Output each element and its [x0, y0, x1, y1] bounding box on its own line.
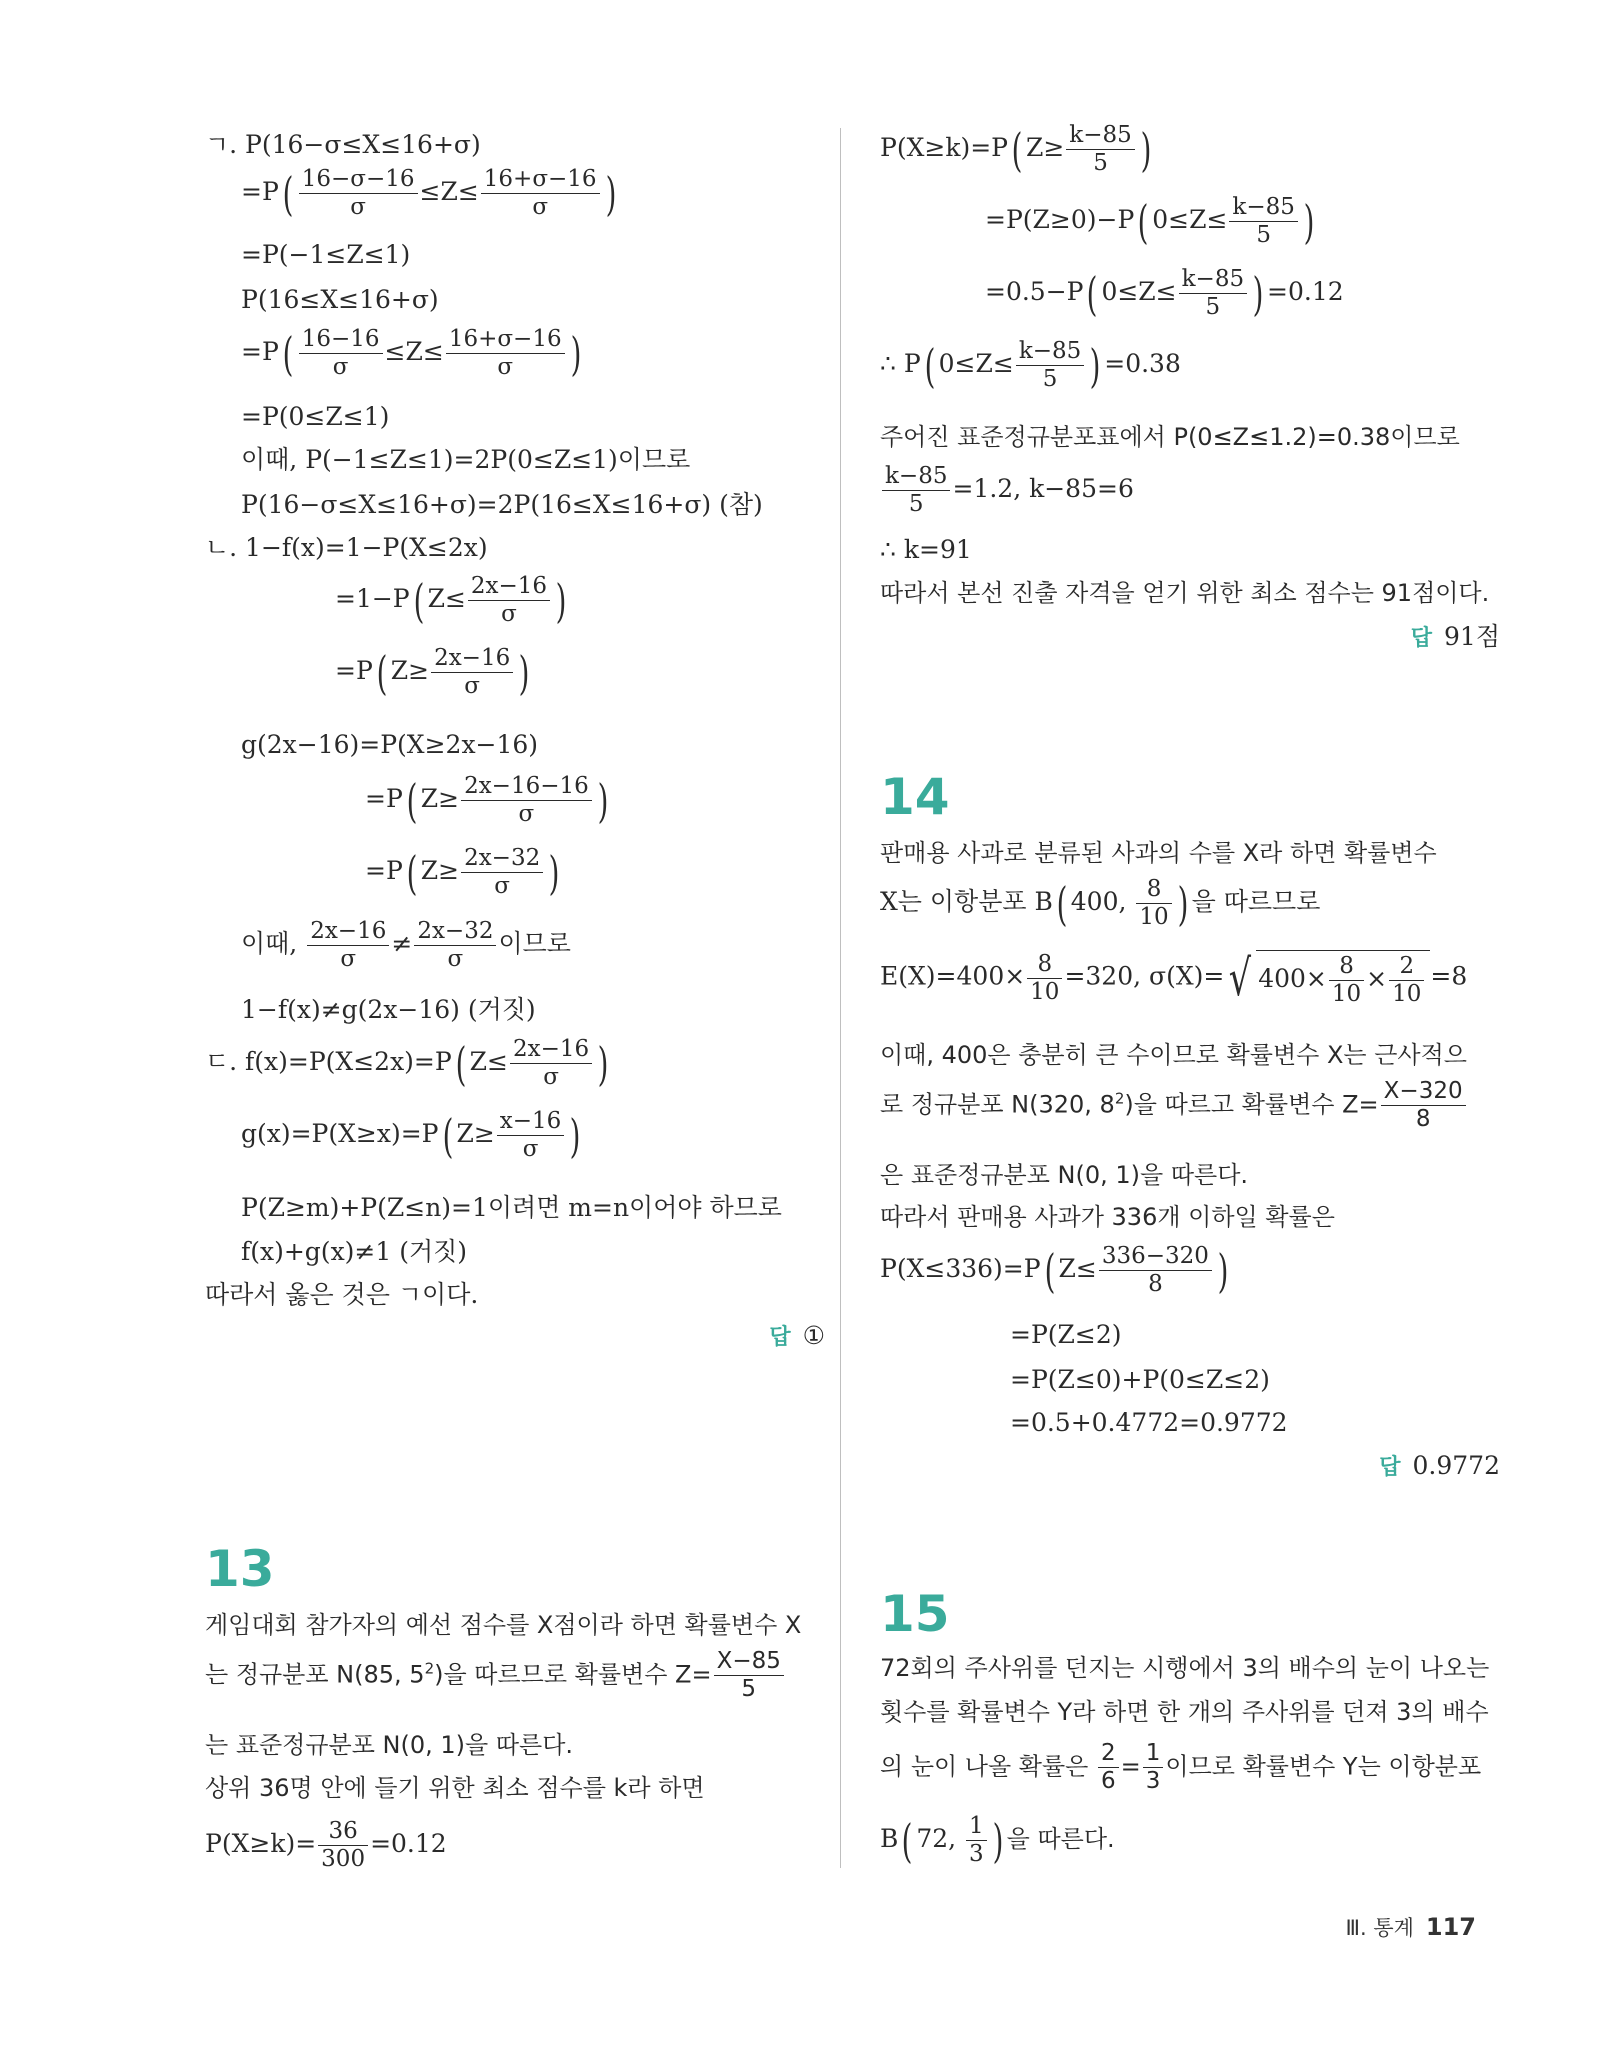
math-line: =P(Z≤2) — [1010, 1320, 1122, 1349]
text-line: 따라서 판매용 사과가 336개 이하일 확률은 — [880, 1203, 1335, 1231]
fraction — [714, 1650, 784, 1701]
page-number: 117 — [1425, 1913, 1476, 1941]
text: Z≤ — [469, 1047, 508, 1076]
text: =P — [241, 337, 279, 366]
fraction — [481, 168, 600, 219]
math-line: X는 이항분포 B( 400, $\frac{8}{10}$ ) 을 따르므로 — [880, 876, 1321, 931]
text: Z≥ — [420, 784, 460, 813]
denominator: σ — [494, 873, 510, 899]
numerator: 2x−16 — [307, 920, 389, 946]
denominator: σ — [518, 801, 535, 827]
math-line: =P( Z≥ $\frac{2x-16-16}{\sigma}$ ) — [365, 773, 609, 828]
math-line: P(X≤336)=P( Z≤ $\frac{336-320}{8}$ ) — [880, 1243, 1229, 1298]
text: 400, — [1070, 887, 1127, 916]
text-line — [205, 1650, 786, 1701]
text: g(x)=P(X≥x)=P — [241, 1119, 439, 1148]
numerator: X−320 — [1381, 1080, 1466, 1106]
text: = — [1120, 1752, 1141, 1781]
answer-label: 답 — [769, 1325, 791, 1350]
numerator: 2x−16−16 — [461, 775, 592, 801]
denominator: 8 — [1148, 1271, 1163, 1297]
math-line: P(X≥k)=P( Z≥ $\frac{k-85}{5}$ ) — [880, 122, 1152, 177]
left-column — [205, 120, 825, 1872]
answer-block — [1379, 1450, 1500, 1481]
text: =320, σ(X)= — [1064, 961, 1225, 991]
denominator: σ — [543, 1064, 559, 1090]
denominator: 8 — [1415, 1106, 1431, 1132]
fraction — [1016, 340, 1084, 391]
fraction — [431, 647, 513, 698]
math-line: g(x)=P(X≥x)=P( Z≥ $\frac{x-16}{\sigma}$ ) — [241, 1108, 581, 1163]
text: ≠ — [391, 929, 413, 958]
text: =0.12 — [370, 1829, 447, 1858]
fraction — [1389, 955, 1424, 1006]
fraction — [1027, 950, 1062, 1005]
numerator: x−16 — [497, 1110, 565, 1136]
text: =1.2, k−85=6 — [952, 474, 1134, 503]
answer-value: 0.9772 — [1412, 1451, 1500, 1480]
denominator: σ — [464, 673, 480, 699]
math-line: ∴ k=91 — [880, 535, 972, 564]
text: Z≤ — [427, 584, 466, 613]
text: ㄷ. f(x)=P(X≤2x)=P — [205, 1047, 452, 1076]
text: 0≤Z≤ — [938, 349, 1014, 378]
denominator: 3 — [1145, 1768, 1161, 1794]
numerator: 16−16 — [299, 328, 383, 354]
text-line — [880, 1080, 1468, 1131]
fraction — [510, 1038, 592, 1089]
sqrt-icon: √ — [1229, 949, 1252, 1007]
text: =1−P — [335, 584, 410, 613]
fraction — [461, 847, 543, 898]
fraction — [1066, 124, 1134, 175]
answer-value: 91점 — [1444, 622, 1500, 651]
text: E(X)=400× — [880, 961, 1026, 991]
denominator: 10 — [1139, 904, 1169, 930]
math-line: B( 72, $\frac{1}{3}$ ) 을 따른다. — [880, 1813, 1115, 1868]
text: =0.12 — [1267, 277, 1344, 306]
text: X는 이항분포 B — [880, 887, 1053, 916]
math-line: ㄴ. 1−f(x)=1−P(X≤2x) — [205, 533, 488, 562]
text-line: 게임대회 참가자의 예선 점수를 X점이라 하면 확률변수 X — [205, 1611, 802, 1639]
text-line: 이때, 400은 충분히 큰 수이므로 확률변수 X는 근사적으 — [880, 1041, 1467, 1069]
math-line: P(16−σ≤X≤16+σ)=2P(16≤X≤16+σ) (참) — [241, 490, 763, 519]
text: P(X≤336)=P — [880, 1254, 1041, 1283]
text-line — [880, 1742, 1481, 1793]
text: =8 — [1430, 961, 1468, 991]
text: Z≥ — [420, 856, 460, 885]
fraction — [1329, 955, 1364, 1006]
text-line: 주어진 표준정규분포표에서 P(0≤Z≤1.2)=0.38이므로 — [880, 423, 1460, 451]
math-line: f(x)+g(x)≠1 (거짓) — [241, 1237, 468, 1266]
superscript: 2 — [424, 1659, 435, 1678]
text: =0.38 — [1104, 349, 1181, 378]
numerator: 2x−16 — [468, 575, 550, 601]
fraction — [1098, 1742, 1119, 1793]
text: 이므로 확률변수 Y는 이항분포 — [1165, 1752, 1482, 1781]
fraction — [468, 575, 550, 626]
answer-value: ① — [802, 1321, 825, 1350]
text: 이때, — [241, 929, 298, 958]
text: × — [1366, 964, 1388, 993]
text: Z≤ — [1058, 1254, 1097, 1283]
text-line: 는 표준정규분포 N(0, 1)을 따른다. — [205, 1731, 574, 1759]
text: Z≥ — [1025, 133, 1065, 162]
text: 이므로 — [498, 929, 571, 958]
fraction — [1179, 268, 1247, 319]
math-line: ㄱ. P(16−σ≤X≤16+σ) — [205, 130, 481, 159]
fraction — [497, 1110, 565, 1161]
numerator: 336−320 — [1099, 1245, 1212, 1271]
math-line: =P( Z≥ $\frac{2x-32}{\sigma}$ ) — [365, 845, 560, 900]
numerator: 8 — [1027, 953, 1062, 979]
fraction — [1229, 196, 1297, 247]
text-line: 횟수를 확률변수 Y라 하면 한 개의 주사위를 던져 3의 배수 — [880, 1698, 1489, 1726]
math-line: =P(Z≤0)+P(0≤Z≤2) — [1010, 1365, 1270, 1394]
text: )을 따르므로 확률변수 Z= — [434, 1660, 712, 1689]
text: 400× — [1258, 964, 1327, 993]
fraction — [1099, 1245, 1212, 1296]
text: 의 눈이 나올 확률은 — [880, 1752, 1089, 1781]
text-line: 은 표준정규분포 N(0, 1)을 따른다. — [880, 1161, 1249, 1189]
sqrt-body — [1256, 950, 1430, 1006]
numerator: 2 — [1098, 1742, 1119, 1768]
math-line: P(16≤X≤16+σ) — [241, 285, 439, 314]
math-line: 이때, P(−1≤Z≤1)=2P(0≤Z≤1)이므로 — [241, 445, 691, 474]
denominator: 5 — [1256, 222, 1271, 248]
fraction — [299, 328, 383, 379]
text: Z≥ — [390, 656, 430, 685]
math-line: ㄷ. f(x)=P(X≤2x)=P( Z≤ $\frac{2x-16}{\sigma}$ ) — [205, 1036, 609, 1091]
denominator: 10 — [1030, 978, 1060, 1005]
math-line — [880, 950, 1467, 1006]
numerator: k−85 — [1016, 340, 1084, 366]
fraction — [882, 465, 950, 516]
math-line: =1−P( Z≤ $\frac{2x-16}{\sigma}$ ) — [335, 573, 567, 628]
text: 는 정규분포 N(85, 5 — [205, 1660, 425, 1689]
numerator: 1 — [966, 1815, 987, 1841]
text: Z≥ — [456, 1119, 495, 1148]
denominator: 5 — [908, 491, 924, 517]
text: =P — [365, 856, 403, 885]
text: =P(Z≥0)−P — [985, 205, 1135, 234]
text-line: 상위 36명 안에 들기 위한 최소 점수를 k라 하면 — [205, 1774, 705, 1802]
numerator: 16−σ−16 — [299, 168, 418, 194]
fraction — [461, 775, 592, 826]
superscript: 2 — [1114, 1089, 1125, 1108]
text: 0≤Z≤ — [1101, 277, 1177, 306]
numerator: k−85 — [1179, 268, 1247, 294]
column-divider — [840, 128, 841, 1868]
denominator: 3 — [969, 1841, 984, 1867]
denominator: σ — [497, 354, 514, 380]
math-line — [241, 920, 571, 971]
text: =P — [241, 177, 279, 206]
math-line — [880, 465, 1134, 516]
math-line: =P( Z≥ $\frac{2x-16}{\sigma}$ ) — [335, 645, 530, 700]
denominator: 300 — [321, 1846, 366, 1872]
answer-block — [1411, 617, 1500, 653]
numerator: X−85 — [714, 1650, 784, 1676]
fraction — [1143, 1742, 1164, 1793]
math-line: =P(Z≥0)−P( 0≤Z≤ $\frac{k-85}{5}$ ) — [985, 194, 1315, 249]
text: ∴ P — [880, 349, 921, 378]
text: 을 따른다. — [1006, 1825, 1115, 1853]
math-line: P(Z≥m)+P(Z≤n)=1이려면 m=n이어야 하므로 — [241, 1193, 782, 1222]
denominator: σ — [340, 946, 357, 972]
math-line — [205, 1820, 447, 1871]
text: ≤Z≤ — [384, 337, 444, 366]
fraction — [318, 1820, 368, 1871]
text: B — [880, 1824, 899, 1853]
right-column — [880, 120, 1500, 1880]
math-line: =0.5−P( 0≤Z≤ $\frac{k-85}{5}$ ) =0.12 — [985, 266, 1344, 321]
numerator: 1 — [1143, 1742, 1164, 1768]
text: 0≤Z≤ — [1152, 205, 1228, 234]
text: 로 정규분포 N(320, 8 — [880, 1090, 1115, 1119]
fraction — [1381, 1080, 1466, 1131]
fraction — [307, 920, 389, 971]
text: P(X≥k)= — [205, 1829, 317, 1858]
numerator: 8 — [1329, 955, 1364, 981]
numerator: k−85 — [882, 465, 950, 491]
text: 72, — [916, 1824, 957, 1853]
math-line: ∴ P( 0≤Z≤ $\frac{k-85}{5}$ ) =0.38 — [880, 338, 1181, 393]
numerator: 16+σ−16 — [481, 168, 600, 194]
text-line: 판매용 사과로 분류된 사과의 수를 X라 하면 확률변수 — [880, 839, 1437, 867]
numerator: k−85 — [1229, 196, 1297, 222]
section-label: Ⅲ. 통계 — [1345, 1916, 1414, 1940]
numerator: k−85 — [1066, 124, 1134, 150]
denominator: σ — [332, 354, 349, 380]
answer-label: 답 — [1379, 1455, 1401, 1480]
conclusion: 따라서 옳은 것은 ㄱ이다. — [205, 1280, 479, 1309]
math-line: =P(0≤Z≤1) — [241, 402, 390, 431]
denominator: σ — [522, 1136, 539, 1162]
fraction — [1136, 878, 1171, 929]
text-line: 72회의 주사위를 던지는 시행에서 3의 배수의 눈이 나오는 — [880, 1654, 1490, 1682]
text-line: 따라서 본선 진출 자격을 얻기 위한 최소 점수는 91점이다. — [880, 579, 1490, 607]
denominator: 10 — [1331, 981, 1362, 1007]
fraction — [446, 328, 565, 379]
denominator: σ — [501, 601, 517, 627]
text: =P — [365, 784, 403, 813]
fraction — [299, 168, 418, 219]
text: 을 따르므로 — [1191, 887, 1321, 916]
denominator: σ — [350, 194, 366, 220]
fraction — [966, 1815, 987, 1866]
denominator: 5 — [1093, 150, 1108, 176]
text: =0.5−P — [985, 277, 1084, 306]
numerator: 2x−32 — [414, 920, 496, 946]
answer-label: 답 — [1410, 626, 1433, 651]
denominator: 5 — [741, 1676, 757, 1702]
math-line: g(2x−16)=P(X≥2x−16) — [241, 730, 539, 759]
denominator: 10 — [1392, 981, 1422, 1007]
page-footer — [1345, 1912, 1476, 1942]
text: )을 따르고 확률변수 Z= — [1124, 1090, 1379, 1119]
math-line: =0.5+0.4772=0.9772 — [1010, 1408, 1288, 1437]
denominator: 5 — [1042, 366, 1058, 392]
numerator: 2x−16 — [431, 647, 513, 673]
numerator: 16+σ−16 — [446, 328, 565, 354]
math-line: 1−f(x)≠g(2x−16) (거짓) — [241, 995, 536, 1024]
problem-number: 13 — [205, 1540, 275, 1598]
problem-number: 14 — [880, 768, 950, 826]
text: P(X≥k)=P — [880, 133, 1008, 162]
math-line: =P(−1≤Z≤1) — [241, 240, 411, 269]
numerator: 36 — [318, 1820, 368, 1846]
denominator: σ — [532, 194, 549, 220]
text: ≤Z≤ — [419, 177, 479, 206]
problem-number: 15 — [880, 1585, 950, 1643]
math-line: =P( $\frac{16-16}{\sigma}$ ≤Z≤ $\frac{16+\sigma-16}{\sigma}$ ) — [241, 326, 581, 381]
denominator: 5 — [1205, 294, 1221, 320]
math-line: =P( $\frac{16-\sigma-16}{\sigma}$ ≤Z≤ $\frac{16+\sigma-16}{\sigma}$ ) — [241, 166, 616, 221]
denominator: σ — [447, 946, 464, 972]
text: =P — [335, 656, 373, 685]
answer-block — [769, 1320, 825, 1351]
numerator: 2x−16 — [510, 1038, 592, 1064]
fraction — [414, 920, 496, 971]
denominator: 6 — [1101, 1768, 1116, 1794]
numerator: 2 — [1389, 955, 1424, 981]
numerator: 2x−32 — [461, 847, 543, 873]
numerator: 8 — [1136, 878, 1171, 904]
